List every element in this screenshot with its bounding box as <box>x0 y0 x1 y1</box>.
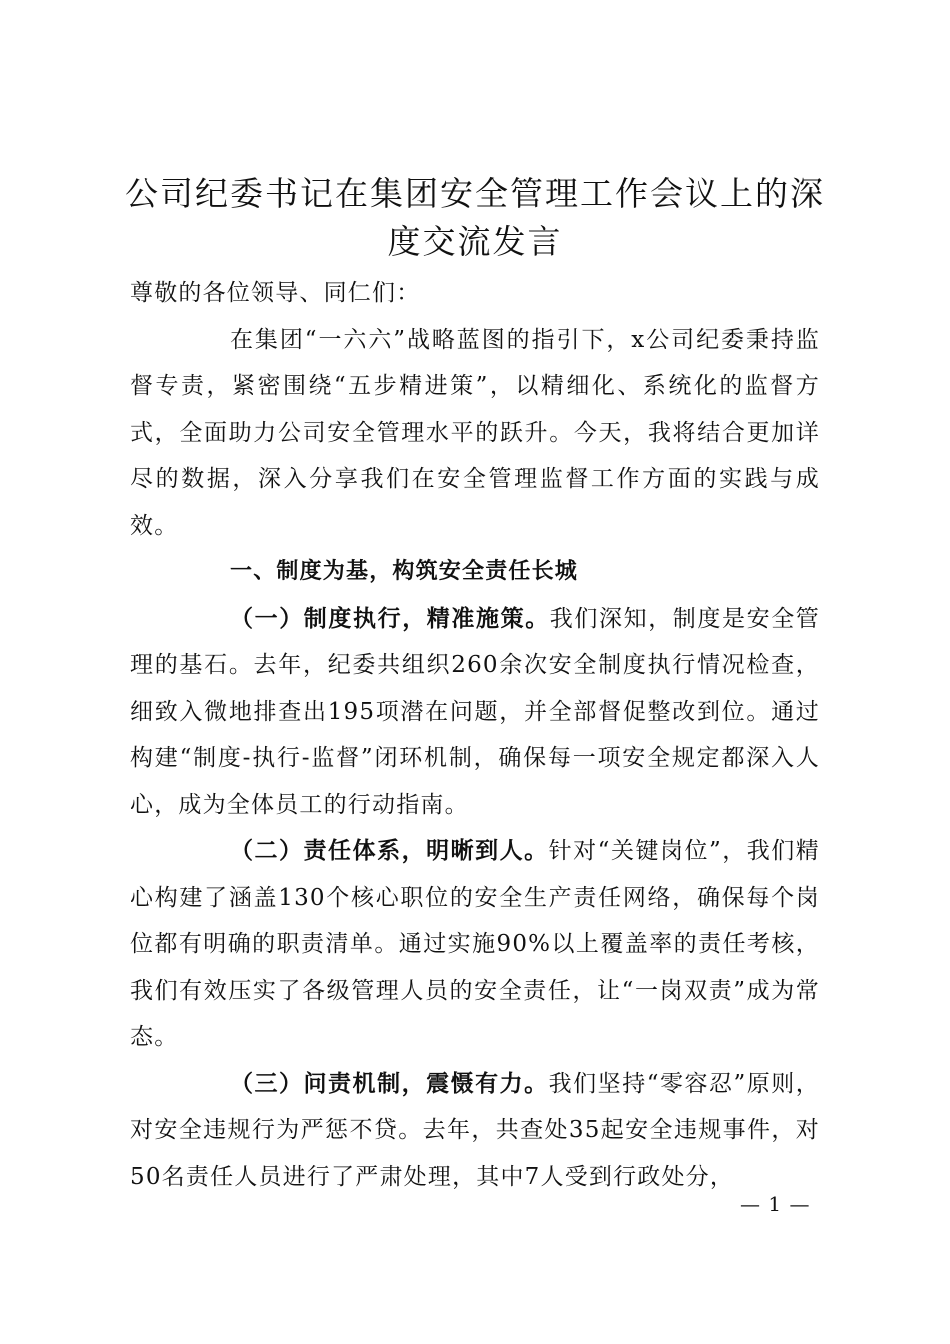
page-number: — 1 — <box>740 1192 811 1216</box>
subsection-3-title: （三）问责机制，震慑有力。 <box>230 1069 549 1097</box>
title-line-2: 度交流发言 <box>387 222 563 261</box>
subsection-2-title: （二）责任体系，明晰到人。 <box>230 837 549 864</box>
title-line-1: 公司纪委书记在集团安全管理工作会议上的深 <box>125 174 825 213</box>
section-1-heading: 一、制度为基，构筑安全责任长城 <box>230 559 579 584</box>
document-title <box>110 170 840 266</box>
subsection-1-paragraph <box>130 596 820 829</box>
document-body <box>130 270 820 1200</box>
subsection-1-title: （一）制度执行，精准施策。 <box>230 604 550 632</box>
subsection-1-text: 我们深知，制度是安全管理的基石。去年，纪委共组织260余次安全制度执行情况检查，细致入微地排查出195项潜在问题，并全部督促整改到位。通过构建“制度-执行-监督”闭环机制，确保每一项安全规定都深入人心，成为全体员工的行动指南。 <box>130 605 820 818</box>
subsection-3-paragraph <box>130 1061 820 1201</box>
intro-paragraph: 在集团“一六六”战略蓝图的指引下，x公司纪委秉持监督专责，紧密围绕“五步精进策”，以精细化、系统化的监督方式，全面助力公司安全管理水平的跃升。今天，我将结合更加详尽的数据，深入分享我们在安全管理监督工作方面的实践与成效。 <box>130 326 820 539</box>
subsection-2-text: 针对“关键岗位”，我们精心构建了涵盖130个核心职位的安全生产责任网络，确保每个岗位都有明确的职责清单。通过实施90%以上覆盖率的责任考核，我们有效压实了各级管理人员的安全责任，让“一岗双责”成为常态。 <box>130 838 820 1050</box>
salutation: 尊敬的各位领导、同仁们： <box>130 280 421 306</box>
subsection-2-paragraph <box>130 828 820 1061</box>
subsection-3-text: 我们坚持“零容忍”原则，对安全违规行为严惩不贷。去年，共查处35起安全违规事件，对50名责任人员进行了严肃处理，其中7人受到行政处分， <box>130 1070 820 1190</box>
